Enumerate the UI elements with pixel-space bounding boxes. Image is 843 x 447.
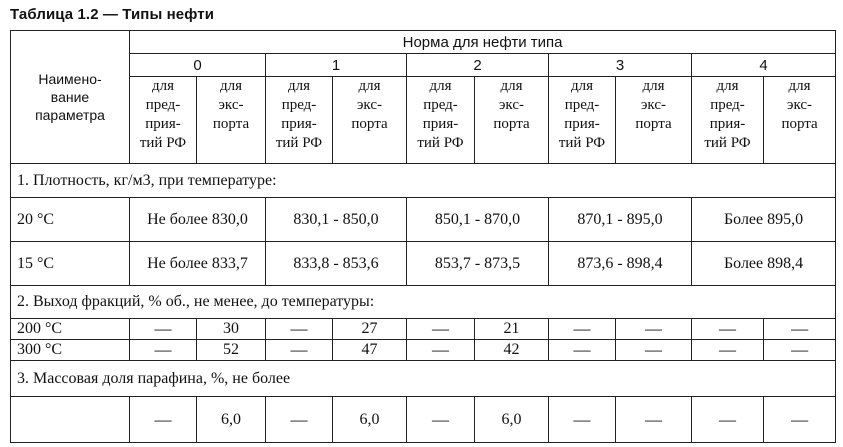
empty-value-dash: — <box>764 319 836 340</box>
header-row-sub <box>11 77 836 164</box>
subheader-line: для <box>219 78 243 94</box>
subheader-line: порта <box>493 116 530 132</box>
subheader-line: тий РФ <box>275 135 323 151</box>
subheader-line: пред- <box>281 97 317 113</box>
empty-value-dash: — <box>616 319 692 340</box>
table-row <box>11 242 836 286</box>
table-title: Таблица 1.2 — Типы нефти <box>10 6 215 23</box>
subheader-line: порта <box>635 116 672 132</box>
subheader-line: экс- <box>218 97 244 113</box>
header-row-norm <box>11 31 836 54</box>
subheader-domestic <box>130 77 197 164</box>
param-header-line: параметра <box>35 107 105 123</box>
subheader-line: порта <box>212 116 250 132</box>
subheader-line: прия- <box>709 116 746 132</box>
table-cell-value: 21 <box>475 319 549 340</box>
oil-types-table <box>10 30 836 443</box>
subheader-line: пред- <box>564 97 600 113</box>
empty-value-dash: — <box>266 397 333 443</box>
subheader-export <box>475 77 549 164</box>
empty-value-dash: — <box>130 319 197 340</box>
row-label: 20 °С <box>11 198 130 242</box>
empty-value-dash: — <box>616 397 692 443</box>
empty-value-dash: — <box>549 340 616 361</box>
subheader-domestic <box>407 77 475 164</box>
subheader-line: прия- <box>422 116 459 132</box>
empty-value-dash: — <box>692 397 764 443</box>
density-value: 873,6 - 898,4 <box>549 242 692 286</box>
type-header-3: 3 <box>549 54 692 77</box>
empty-value-dash: — <box>266 340 333 361</box>
empty-value-dash: — <box>407 319 475 340</box>
subheader-line: прия- <box>281 116 317 132</box>
subheader-domestic <box>549 77 616 164</box>
subheader-line: для <box>788 78 811 94</box>
subheader-line: экс- <box>787 97 813 113</box>
density-value: 830,1 - 850,0 <box>266 198 407 242</box>
subheader-line: для <box>358 78 381 94</box>
empty-value-dash: — <box>130 340 197 361</box>
row-label: 15 °С <box>11 242 130 286</box>
subheader-line: тий РФ <box>417 135 464 151</box>
param-header <box>11 31 130 164</box>
section-density: 1. Плотность, кг/м3, при температуре: <box>11 164 836 198</box>
subheader-line: для <box>429 78 452 94</box>
subheader-line: прия- <box>564 116 600 132</box>
subheader-domestic <box>266 77 333 164</box>
density-value: 850,1 - 870,0 <box>407 198 549 242</box>
type-header-0: 0 <box>130 54 266 77</box>
param-header-line: вание <box>50 89 90 105</box>
empty-value-dash: — <box>407 340 475 361</box>
table-cell-value: 52 <box>197 340 266 361</box>
subheader-line: для <box>500 78 523 94</box>
row-label: 300 °С <box>11 340 130 361</box>
table-cell-value: 47 <box>333 340 407 361</box>
empty-value-dash: — <box>616 340 692 361</box>
empty-value-dash: — <box>549 319 616 340</box>
subheader-line: для <box>570 78 594 94</box>
section-row <box>11 286 836 319</box>
norm-header: Норма для нефти типа <box>130 31 836 54</box>
density-value: Более 895,0 <box>692 198 836 242</box>
table-cell-value: 27 <box>333 319 407 340</box>
subheader-line: пред- <box>710 97 745 113</box>
subheader-line: для <box>287 78 311 94</box>
table-row <box>11 340 836 361</box>
empty-value-dash: — <box>407 397 475 443</box>
subheader-line: прия- <box>145 116 181 132</box>
subheader-line: для <box>151 78 175 94</box>
density-value: 870,1 - 895,0 <box>549 198 692 242</box>
table-cell-value: 6,0 <box>197 397 266 443</box>
subheader-domestic <box>692 77 764 164</box>
type-header-4: 4 <box>692 54 836 77</box>
empty-value-dash: — <box>764 340 836 361</box>
row-label <box>11 397 130 443</box>
table-row <box>11 397 836 443</box>
section-fractions: 2. Выход фракций, % об., не менее, до температуры: <box>11 286 836 319</box>
section-row <box>11 164 836 198</box>
empty-value-dash: — <box>266 319 333 340</box>
param-header-line: Наимено- <box>38 71 102 87</box>
subheader-line: экс- <box>498 97 524 113</box>
table-row <box>11 198 836 242</box>
empty-value-dash: — <box>764 397 836 443</box>
subheader-export <box>333 77 407 164</box>
empty-value-dash: — <box>549 397 616 443</box>
density-value: 853,7 - 873,5 <box>407 242 549 286</box>
subheader-line: для <box>642 78 665 94</box>
subheader-line: для <box>716 78 739 94</box>
subheader-line: тий РФ <box>558 135 606 151</box>
table-row <box>11 319 836 340</box>
subheader-line: порта <box>351 116 388 132</box>
table-cell-value: 30 <box>197 319 266 340</box>
table-cell-value: 6,0 <box>475 397 549 443</box>
subheader-line: экс- <box>640 97 666 113</box>
header-row-types <box>11 54 836 77</box>
row-label: 200 °С <box>11 319 130 340</box>
type-header-1: 1 <box>266 54 407 77</box>
section-row <box>11 361 836 397</box>
subheader-export <box>616 77 692 164</box>
density-value: 833,8 - 853,6 <box>266 242 407 286</box>
empty-value-dash: — <box>130 397 197 443</box>
density-value: Не более 833,7 <box>130 242 266 286</box>
section-paraffin: 3. Массовая доля парафина, %, не более <box>11 361 836 397</box>
density-value: Не более 830,0 <box>130 198 266 242</box>
subheader-line: порта <box>781 116 818 132</box>
subheader-line: тий РФ <box>704 135 751 151</box>
subheader-line: пред- <box>423 97 458 113</box>
empty-value-dash: — <box>692 340 764 361</box>
empty-value-dash: — <box>692 319 764 340</box>
subheader-line: экс- <box>356 97 382 113</box>
table-cell-value: 6,0 <box>333 397 407 443</box>
table-cell-value: 42 <box>475 340 549 361</box>
density-value: Более 898,4 <box>692 242 836 286</box>
subheader-export <box>197 77 266 164</box>
subheader-export <box>764 77 836 164</box>
type-header-2: 2 <box>407 54 549 77</box>
subheader-line: пред- <box>145 97 181 113</box>
subheader-line: тий РФ <box>139 135 187 151</box>
